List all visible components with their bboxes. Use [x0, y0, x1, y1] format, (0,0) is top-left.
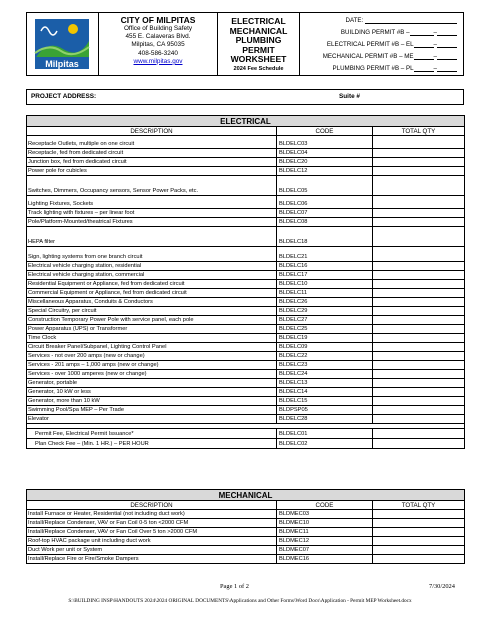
item-description: Pole/Platform-Mounted/theatrical Fixtures	[27, 218, 277, 227]
item-description: Services - 201 amps – 1,000 amps (new or change)	[27, 361, 277, 370]
item-code: BLDELC27	[277, 316, 373, 325]
item-description: Generator, portable	[27, 379, 277, 388]
item-code: BLDELC03	[277, 136, 373, 149]
electrical-permit-field[interactable]: ELECTRICAL PERMIT #B – EL –	[327, 41, 457, 48]
item-code: BLDELC08	[277, 218, 373, 227]
item-code: BLDPSP05	[277, 406, 373, 415]
milpitas-logo-icon	[27, 13, 97, 75]
logo-text: Milpitas	[45, 59, 79, 69]
item-description: Services - not over 200 amps (new or change)	[27, 352, 277, 361]
table-row	[27, 555, 465, 564]
mechanical-permit-field[interactable]: MECHANICAL PERMIT #B – ME –	[323, 53, 457, 60]
item-code: BLDELC16	[277, 262, 373, 271]
table-row	[27, 176, 465, 196]
qty-input[interactable]	[373, 334, 465, 343]
project-address-field[interactable]	[26, 89, 464, 105]
item-code: BLDELC02	[277, 439, 373, 449]
item-code: BLDELC20	[277, 158, 373, 167]
item-code: BLDELC05	[277, 176, 373, 196]
item-code: BLDELC07	[277, 209, 373, 218]
table-row	[27, 280, 465, 289]
item-description: Sign, lighting systems from one branch circuit	[27, 247, 277, 262]
qty-input[interactable]	[373, 325, 465, 334]
item-description: Generator, more than 10 kW	[27, 397, 277, 406]
item-description: Install/Replace Condenser, VAV or Fan Coil Over 5 ton >2000 CFM	[27, 528, 277, 537]
table-row	[27, 415, 465, 424]
qty-input[interactable]	[373, 167, 465, 176]
item-description: Permit Fee, Electrical Permit Issuance*	[27, 429, 277, 439]
building-permit-label: BUILDING PERMIT #B –	[340, 29, 410, 36]
electrical-section-title: ELECTRICAL	[27, 116, 465, 127]
qty-input[interactable]	[373, 546, 465, 555]
table-row	[27, 325, 465, 334]
table-row	[27, 136, 465, 149]
table-row	[27, 343, 465, 352]
qty-input[interactable]	[373, 406, 465, 415]
qty-input[interactable]	[373, 247, 465, 262]
item-code: BLDELC21	[277, 247, 373, 262]
item-description: Swimming Pool/Spa MEP – Per Trade	[27, 406, 277, 415]
item-description: Junction box, fed from dedicated circuit	[27, 158, 277, 167]
qty-input[interactable]	[373, 307, 465, 316]
item-code: BLDELC13	[277, 379, 373, 388]
qty-input[interactable]	[373, 388, 465, 397]
qty-input[interactable]	[373, 289, 465, 298]
title-line: PLUMBING	[235, 35, 282, 46]
item-code: BLDELC28	[277, 415, 373, 424]
item-code: BLDELC23	[277, 361, 373, 370]
table-row	[27, 379, 465, 388]
street-address: 455 E. Calaveras Blvd.	[125, 33, 191, 41]
date-label: DATE:	[345, 17, 364, 24]
qty-input[interactable]	[373, 352, 465, 361]
item-code: BLDELC12	[277, 167, 373, 176]
qty-input[interactable]	[373, 176, 465, 196]
qty-input[interactable]	[373, 149, 465, 158]
code-header: CODE	[277, 501, 373, 510]
item-description: Residential Equipment or Appliance, fed from dedicated circuit	[27, 280, 277, 289]
qty-input[interactable]	[373, 415, 465, 424]
item-description: Lighting Fixtures, Sockets	[27, 196, 277, 209]
item-description: Circuit Breaker Panel/Subpanel, Lighting Control Panel	[27, 343, 277, 352]
file-path: S:\BUILDING INSP\HANDOUTS 2024\2024 ORIGINAL DOCUMENTS\Applications and Other Forms\Word Docs\Application - Permit MEP Worksheet.docx	[68, 598, 412, 604]
item-description: Commercial Equipment or Appliance, fed from dedicated circuit	[27, 289, 277, 298]
fee-schedule-subtitle: 2024 Fee Schedule	[233, 65, 284, 72]
item-code: BLDMEC12	[277, 537, 373, 546]
qty-input[interactable]	[373, 429, 465, 439]
item-description: Receptacle Outlets, multiple on one circuit	[27, 136, 277, 149]
table-row	[27, 361, 465, 370]
item-description: Power Apparatus (UPS) or Transformer	[27, 325, 277, 334]
item-description: Elevator	[27, 415, 277, 424]
table-row	[27, 227, 465, 247]
table-row	[27, 247, 465, 262]
table-row	[27, 352, 465, 361]
table-row	[27, 158, 465, 167]
qty-input[interactable]	[373, 510, 465, 519]
table-row	[27, 316, 465, 325]
item-description: Install/Replace Fire or Fire/Smoke Dampers	[27, 555, 277, 564]
item-code: BLDELC10	[277, 280, 373, 289]
table-row	[27, 510, 465, 519]
fee-row	[27, 439, 465, 449]
item-code: BLDELC17	[277, 271, 373, 280]
worksheet-title	[218, 12, 300, 76]
table-row	[27, 167, 465, 176]
item-code: BLDELC25	[277, 325, 373, 334]
title-line: WORKSHEET	[230, 54, 287, 65]
plumbing-permit-label: PLUMBING PERMIT #B – PL	[332, 65, 414, 72]
item-code: BLDELC24	[277, 370, 373, 379]
item-description: Plan Check Fee – (Min. 1 HR.) – PER HOUR	[27, 439, 277, 449]
electrical-table	[26, 115, 465, 449]
mechanical-table	[26, 489, 465, 564]
item-description: Electrical vehicle charging station, commercial	[27, 271, 277, 280]
form-header	[26, 12, 464, 76]
table-row	[27, 370, 465, 379]
item-code: BLDELC18	[277, 227, 373, 247]
table-row	[27, 388, 465, 397]
item-code: BLDELC06	[277, 196, 373, 209]
item-description: Services - over 1000 amperes (new or change)	[27, 370, 277, 379]
item-code: BLDELC14	[277, 388, 373, 397]
title-line: MECHANICAL	[229, 25, 288, 36]
office-name: Office of Building Safety	[123, 25, 193, 32]
suite-label: Suite #	[339, 93, 360, 100]
table-row	[27, 307, 465, 316]
qty-input[interactable]	[373, 528, 465, 537]
item-code: BLDELC22	[277, 352, 373, 361]
website-link[interactable]: www.milpitas.gov	[133, 57, 183, 65]
table-row	[27, 519, 465, 528]
item-code: BLDMEC16	[277, 555, 373, 564]
item-code: BLDMEC11	[277, 528, 373, 537]
qty-input[interactable]	[373, 555, 465, 564]
qty-input[interactable]	[373, 196, 465, 209]
title-line: PERMIT	[242, 44, 275, 55]
phone-number: 408-586-3240	[138, 49, 178, 57]
item-description: Install/Replace Condenser, VAV or Fan Coil 0-5 ton <2000 CFM	[27, 519, 277, 528]
table-row	[27, 528, 465, 537]
item-code: BLDELC01	[277, 429, 373, 439]
electrical-permit-label: ELECTRICAL PERMIT #B – EL	[326, 41, 414, 48]
permit-numbers	[300, 12, 464, 76]
table-row	[27, 546, 465, 555]
item-description: Special Circuitry, per circuit	[27, 307, 277, 316]
table-row	[27, 149, 465, 158]
city-info	[98, 12, 218, 76]
description-header: DESCRIPTION	[27, 501, 277, 510]
date-field[interactable]	[346, 17, 458, 24]
item-code: BLDELC29	[277, 307, 373, 316]
item-description: Track lighting with fixtures – per linear foot	[27, 209, 277, 218]
qty-input[interactable]	[373, 439, 465, 449]
table-row	[27, 262, 465, 271]
mechanical-permit-label: MECHANICAL PERMIT #B – ME	[322, 53, 414, 60]
qty-input[interactable]	[373, 209, 465, 218]
item-description: HEPA filter	[27, 227, 277, 247]
item-description: Miscellaneous Apparatus, Conduits & Conductors	[27, 298, 277, 307]
page-number: Page 1 of 2	[220, 583, 249, 590]
city-state-zip: Milpitas, CA 95035	[131, 41, 185, 49]
table-row	[27, 397, 465, 406]
qty-input[interactable]	[373, 262, 465, 271]
table-row	[27, 271, 465, 280]
plumbing-permit-field[interactable]: PLUMBING PERMIT #B – PL –	[333, 65, 458, 72]
item-description: Install Furnace or Heater, Residential (not including duct work)	[27, 510, 277, 519]
item-code: BLDELC04	[277, 149, 373, 158]
item-code: BLDELC11	[277, 289, 373, 298]
table-row	[27, 298, 465, 307]
item-description: Power pole for cubicles	[27, 167, 277, 176]
item-code: BLDELC15	[277, 397, 373, 406]
total-qty-header: TOTAL QTY	[373, 127, 465, 136]
item-code: BLDMEC10	[277, 519, 373, 528]
table-row	[27, 196, 465, 209]
city-name: CITY OF MILPITAS	[120, 15, 196, 25]
qty-input[interactable]	[373, 280, 465, 289]
title-line: ELECTRICAL	[231, 16, 286, 26]
item-description: Roof-top HVAC package unit including duct work	[27, 537, 277, 546]
qty-input[interactable]	[373, 298, 465, 307]
item-description: Receptacle, fed from dedicated circuit	[27, 149, 277, 158]
item-code: BLDELC26	[277, 298, 373, 307]
table-row	[27, 334, 465, 343]
qty-input[interactable]	[373, 361, 465, 370]
table-row	[27, 289, 465, 298]
item-code: BLDMEC07	[277, 546, 373, 555]
item-code: BLDELC09	[277, 343, 373, 352]
code-header: CODE	[277, 127, 373, 136]
fee-row	[27, 429, 465, 439]
qty-input[interactable]	[373, 158, 465, 167]
building-permit-field[interactable]: BUILDING PERMIT #B – –	[341, 29, 457, 36]
qty-input[interactable]	[373, 316, 465, 325]
item-description: Electrical vehicle charging station, residential	[27, 262, 277, 271]
city-logo	[26, 12, 98, 76]
table-row	[27, 537, 465, 546]
table-row	[27, 406, 465, 415]
qty-input[interactable]	[373, 397, 465, 406]
qty-input[interactable]	[373, 343, 465, 352]
qty-input[interactable]	[373, 218, 465, 227]
project-address-label: PROJECT ADDRESS:	[31, 93, 97, 100]
revision-date: 7/30/2024	[429, 583, 455, 590]
item-description: Construction Temporary Power Pole with service panel, each pole	[27, 316, 277, 325]
qty-input[interactable]	[373, 136, 465, 149]
item-code: BLDELC19	[277, 334, 373, 343]
qty-input[interactable]	[373, 227, 465, 247]
item-description: Switches, Dimmers, Occupancy sensors, Sensor Power Packs, etc.	[27, 176, 277, 196]
description-header: DESCRIPTION	[27, 127, 277, 136]
qty-input[interactable]	[373, 271, 465, 280]
qty-input[interactable]	[373, 519, 465, 528]
item-code: BLDMEC03	[277, 510, 373, 519]
item-description: Generator, 10 kW or less	[27, 388, 277, 397]
table-row	[27, 218, 465, 227]
qty-input[interactable]	[373, 370, 465, 379]
item-description: Time Clock	[27, 334, 277, 343]
mechanical-section-title: MECHANICAL	[27, 490, 465, 501]
table-row	[27, 209, 465, 218]
qty-input[interactable]	[373, 537, 465, 546]
total-qty-header: TOTAL QTY	[373, 501, 465, 510]
item-description: Duct Work per unit or System	[27, 546, 277, 555]
qty-input[interactable]	[373, 379, 465, 388]
